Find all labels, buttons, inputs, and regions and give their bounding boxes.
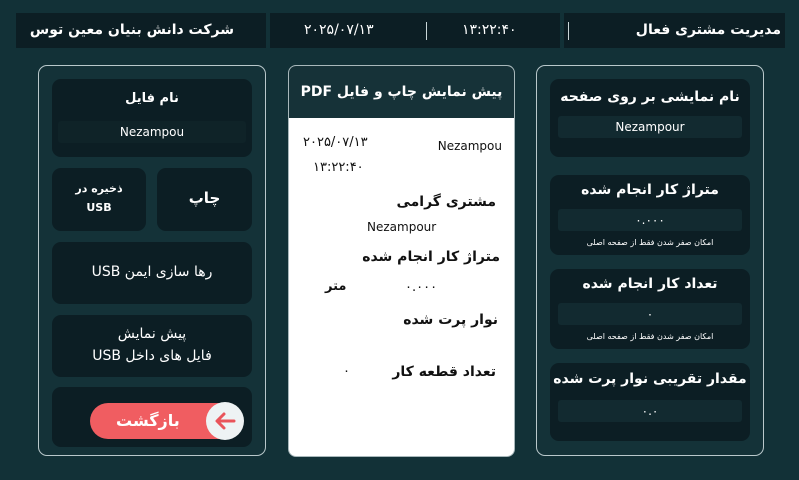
preview-customer-label: مشتری گرامی [396, 194, 496, 210]
datetime-bar [270, 13, 560, 48]
divider [568, 22, 569, 40]
preview-customer-name: Nezampour [367, 220, 437, 234]
preview-header [289, 66, 514, 118]
file-name-input[interactable]: Nezampou [58, 121, 246, 143]
preview-footage-label: متراژ کار انجام شده [362, 249, 500, 265]
preview-usb-line2: فایل های داخل USB [92, 348, 212, 364]
preview-footage-unit: متر [325, 279, 347, 294]
section-title: مدیریت مشتری فعال [635, 22, 781, 38]
preview-time: ۱۳:۲۲:۴۰ [313, 160, 364, 175]
preview-usb-files-button[interactable] [52, 315, 252, 377]
footage-value: ۰.۰۰۰ [558, 209, 742, 231]
divider [426, 22, 427, 40]
preview-pieces-value: ۰ [343, 364, 350, 379]
left-panel [38, 65, 266, 456]
arrow-left-icon [214, 411, 236, 431]
back-icon-circle [206, 402, 244, 440]
print-button[interactable] [157, 168, 252, 231]
preview-customer-header: Nezampou [437, 139, 502, 153]
preview-pieces-label: تعداد قطعه کار [392, 364, 496, 380]
waste-card [550, 363, 750, 441]
eject-usb-button[interactable] [52, 242, 252, 304]
footage-label: متراژ کار انجام شده [581, 182, 719, 198]
display-name-field[interactable]: Nezampour [558, 116, 742, 138]
display-name-card [550, 79, 750, 157]
print-preview [288, 65, 515, 457]
waste-value: ۰.۰ [558, 400, 742, 422]
count-label: تعداد کار انجام شده [582, 276, 718, 292]
count-hint: امکان صفر شدن فقط از صفحه اصلی [586, 332, 714, 341]
eject-usb-label: رها سازی ایمن USB [91, 264, 213, 280]
footage-hint: امکان صفر شدن فقط از صفحه اصلی [586, 238, 714, 247]
footage-card [550, 175, 750, 255]
print-label: چاپ [188, 189, 221, 207]
file-name-label: نام فایل [125, 91, 179, 106]
back-label: بازگشت [116, 411, 180, 430]
right-panel [536, 65, 764, 456]
preview-title: پیش نمایش چاپ و فایل PDF [300, 84, 503, 100]
file-name-card [52, 79, 252, 157]
waste-label: مقدار تقریبی نوار پرت شده [553, 371, 747, 387]
back-button[interactable] [90, 403, 243, 439]
preview-usb-line1: پیش نمایش [117, 326, 187, 342]
section-bar [564, 13, 785, 48]
count-value: ۰ [558, 303, 742, 325]
company-name: شرکت دانش بنیان معین توس [29, 22, 234, 38]
save-usb-label-line1: ذخیره در [75, 182, 123, 195]
company-bar [16, 13, 266, 48]
preview-waste-label: نوار پرت شده [403, 312, 498, 328]
preview-footage-value: ۰.۰۰۰ [405, 280, 438, 295]
count-card [550, 269, 750, 349]
header-time: ۱۳:۲۲:۴۰ [462, 22, 517, 38]
save-usb-label-line2: USB [86, 201, 112, 214]
save-usb-button[interactable] [52, 168, 146, 231]
back-area [52, 387, 252, 447]
header-date: ۲۰۲۵/۰۷/۱۳ [304, 22, 374, 38]
preview-date: ۲۰۲۵/۰۷/۱۳ [303, 135, 368, 150]
display-name-label: نام نمایشی بر روی صفحه [560, 89, 740, 105]
